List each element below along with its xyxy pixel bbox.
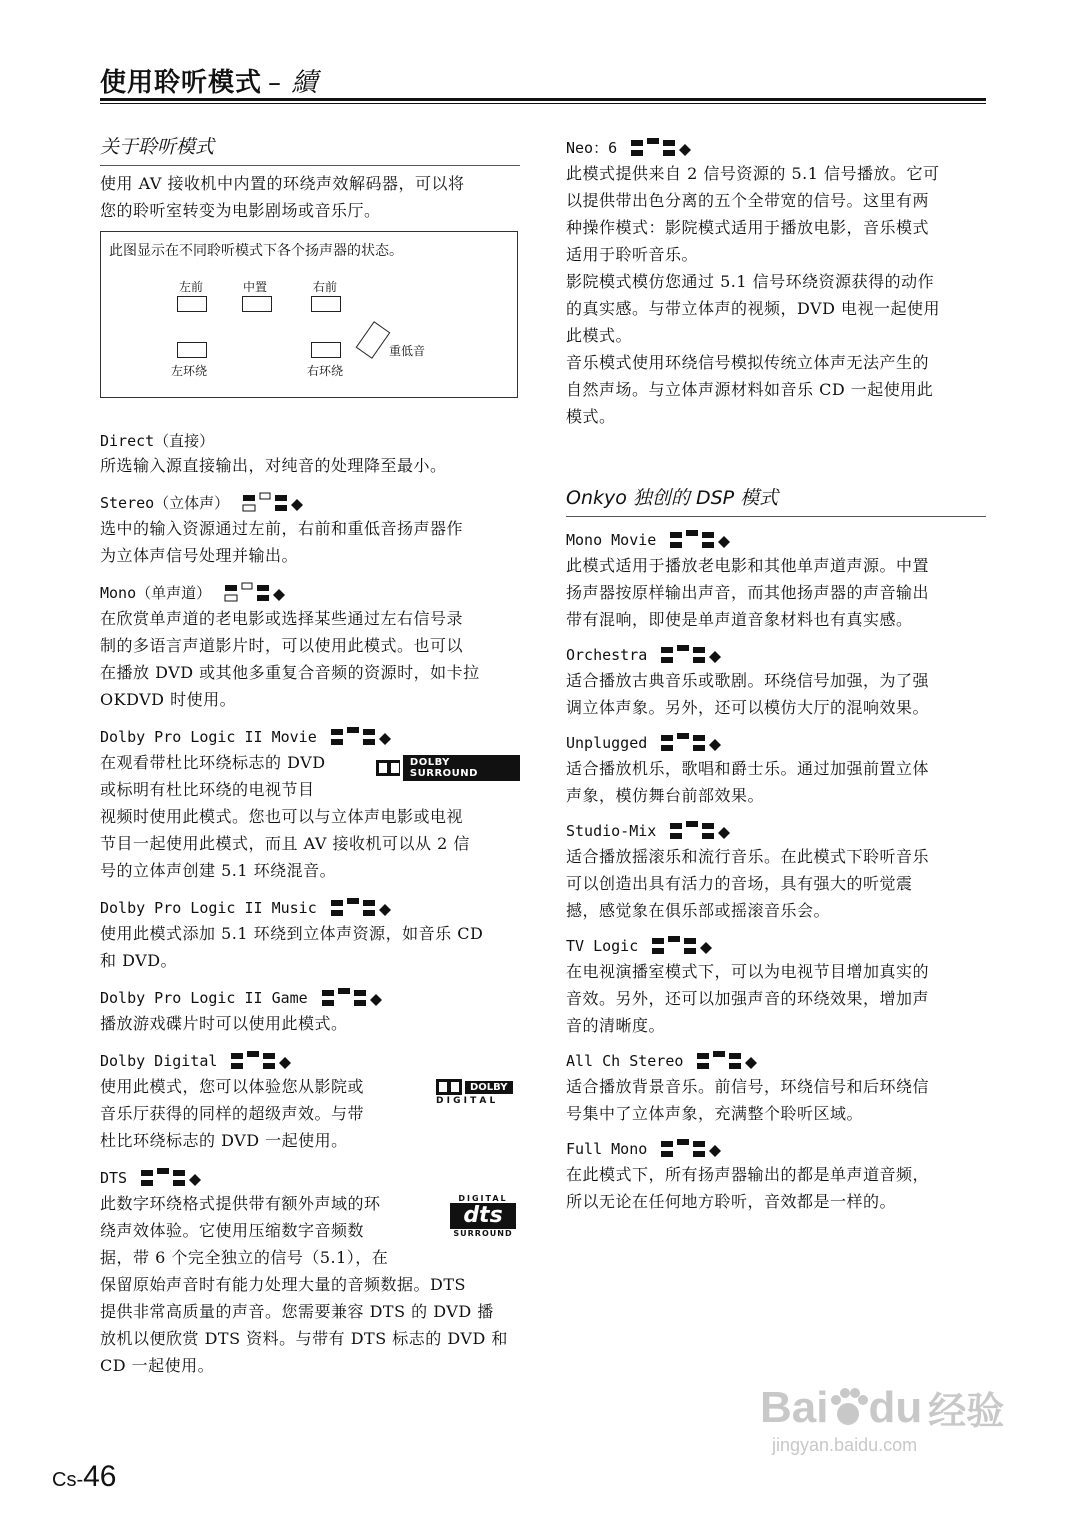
paw-icon	[828, 1386, 868, 1430]
mode-desc	[566, 667, 986, 721]
mode-desc-line: 所以无论在任何地方聆听，音效都是一样的。	[566, 1192, 897, 1211]
speaker-label-front-left: 左前	[179, 280, 204, 294]
mode-studio-mix	[566, 819, 986, 924]
speaker-all-icon	[668, 819, 738, 843]
mode-title	[100, 430, 520, 452]
mode-desc-line: 可以创造出具有活力的音场，具有强大的听觉震	[566, 874, 913, 893]
title-rule	[100, 98, 986, 101]
mode-title	[100, 1166, 520, 1190]
dolby-surround-logo	[376, 755, 520, 781]
speaker-label-surround-left: 左环绕	[171, 364, 208, 378]
mode-desc	[100, 920, 520, 974]
mode-desc-line: 所选输入源直接输出，对纯音的处理降至最小。	[100, 456, 447, 475]
section-heading-about: 关于聆听模式	[100, 132, 520, 166]
mode-desc-line: 音效。另外，还可以加强声音的环绕效果，增加声	[566, 989, 930, 1008]
mode-title	[566, 528, 986, 552]
speaker-mono-icon	[223, 581, 293, 605]
mode-desc-line: 调立体声象。另外，还可以模仿大厅的混响效果。	[566, 698, 930, 717]
mode-desc-line: 使用此模式，您可以体验您从影院或	[100, 1077, 365, 1096]
mode-dts	[100, 1166, 520, 1379]
onkyo-mode-list	[566, 528, 986, 1215]
mode-desc-line: 提供非常高质量的声音。您需要兼容 DTS 的 DVD 播	[100, 1302, 494, 1321]
mode-desc-line: 音的清晰度。	[566, 1016, 666, 1035]
page-number-value: 46	[83, 1460, 117, 1493]
speaker-surround-left-icon	[177, 342, 207, 358]
mode-desc-line: 适合播放背景音乐。前信号，环绕信号和后环绕信	[566, 1077, 930, 1096]
speaker-all-icon	[695, 1049, 765, 1073]
mode-desc-line: 节目一起使用此模式，而且 AV 接收机可以从 2 信	[100, 834, 470, 853]
mode-desc-line: 以提供带出色分离的五个全带宽的信号。这里有两	[566, 191, 930, 210]
dolby-digital-top: DOLBY	[465, 1081, 513, 1094]
mode-desc-line: 扬声器按原样输出声音，而其他扬声器的声音输出	[566, 583, 930, 602]
mode-desc-line: OKDVD 时使用。	[100, 690, 237, 709]
about-intro-line: 您的聆听室转变为电影剧场或音乐厅。	[100, 201, 381, 220]
mode-desc-line: 绕声效体验。它使用压缩数字音频数	[100, 1221, 365, 1240]
mode-name: Dolby Pro Logic II Movie	[100, 728, 317, 746]
mode-desc-line: 音乐厅获得的同样的超级声效。与带	[100, 1104, 365, 1123]
mode-desc-line: 种操作模式：影院模式适用于播放电影，音乐模式	[566, 218, 930, 237]
mode-all-ch-stereo	[566, 1049, 986, 1127]
mode-desc-line: 此数字环绕格式提供带有额外声域的环	[100, 1194, 381, 1213]
about-intro	[100, 170, 520, 224]
mode-title	[566, 1049, 986, 1073]
mode-desc-line: 据，带 6 个完全独立的信号（5.1），在	[100, 1248, 389, 1267]
mode-desc-line: 在欣赏单声道的老电影或选择某些通过左右信号录	[100, 609, 464, 628]
mode-desc-line: 在电视演播室模式下，可以为电视节目增加真实的	[566, 962, 930, 981]
mode-name: Orchestra	[566, 646, 648, 664]
page-title	[100, 62, 318, 99]
mode-desc-line: 此模式适用于播放老电影和其他单声道声源。中置	[566, 556, 930, 575]
speaker-front-right-icon	[311, 296, 341, 312]
diagram-caption: 此图显示在不同聆听模式下各个扬声器的状态。	[109, 243, 403, 259]
mode-desc-line: 撼，感觉象在俱乐部或摇滚音乐会。	[566, 901, 831, 920]
speaker-center-icon	[242, 296, 272, 312]
mode-name: Neo：6	[566, 139, 618, 157]
mode-tv-logic	[566, 934, 986, 1039]
mode-dolby-pl2-game	[100, 986, 520, 1037]
mode-title	[100, 896, 520, 920]
mode-desc-line: 适合播放摇滚乐和流行音乐。在此模式下聆听音乐	[566, 847, 930, 866]
speaker-all-icon	[329, 896, 399, 920]
mode-desc	[566, 755, 986, 809]
mode-name: All Ch Stereo	[566, 1052, 684, 1070]
mode-dolby-pl2-movie	[100, 725, 520, 884]
mode-desc-line: 在播放 DVD 或其他多重复合音频的资源时，如卡拉	[100, 663, 480, 682]
dts-logo	[450, 1194, 516, 1238]
mode-desc	[100, 605, 520, 713]
mode-desc	[100, 1010, 520, 1037]
mode-desc-line: 视频时使用此模式。您也可以与立体声电影或电视	[100, 807, 464, 826]
title-rule-thin	[100, 103, 986, 104]
mode-desc	[566, 958, 986, 1039]
mode-name: Dolby Pro Logic II Music	[100, 899, 317, 917]
mode-desc-line: 制的多语言声道影片时，可以使用此模式。也可以	[100, 636, 464, 655]
speaker-all-icon	[139, 1166, 209, 1190]
mode-name: DTS	[100, 1169, 128, 1187]
mode-desc-line: 使用此模式添加 5.1 环绕到立体声资源，如音乐 CD	[100, 924, 484, 943]
mode-desc	[566, 552, 986, 633]
page-title-text: 使用聆听模式	[100, 68, 263, 98]
mode-mono	[100, 581, 520, 713]
mode-desc-line: 保留原始声音时有能力处理大量的音频数据。DTS	[100, 1275, 466, 1294]
about-intro-line: 使用 AV 接收机中内置的环绕声效解码器，可以将	[100, 174, 465, 193]
mode-desc-line: 模式。	[566, 407, 616, 426]
mode-desc-line: 或标明有杜比环绕的电视节目	[100, 780, 315, 799]
mode-name: Studio-Mix	[566, 822, 657, 840]
speaker-diagram	[100, 231, 518, 398]
mode-desc	[566, 1073, 986, 1127]
mode-desc-line: 播放游戏碟片时可以使用此模式。	[100, 1014, 348, 1033]
mode-title	[566, 1137, 986, 1161]
mode-desc-line: 号集中了立体声象，充满整个聆听区域。	[566, 1104, 864, 1123]
page-title-suffix: – 續	[268, 68, 319, 98]
mode-full-mono	[566, 1137, 986, 1215]
speaker-stereo-icon	[241, 491, 311, 515]
speaker-surround-right-icon	[311, 342, 341, 358]
speaker-all-icon	[650, 934, 720, 958]
mode-desc-line: 声象，模仿舞台前部效果。	[566, 786, 765, 805]
mode-desc-line: 音乐模式使用环绕信号模拟传统立体声无法产生的	[566, 353, 930, 372]
watermark-brand	[760, 1380, 1020, 1435]
mode-title	[100, 986, 520, 1010]
mode-neo6	[566, 136, 986, 430]
mode-title	[100, 581, 520, 605]
watermark-url: jingyan.baidu.com	[772, 1435, 918, 1455]
speaker-all-icon	[659, 643, 729, 667]
mode-title	[100, 1049, 520, 1073]
mode-desc-line: 此模式。	[566, 326, 633, 345]
mode-title	[566, 819, 986, 843]
mode-title	[566, 731, 986, 755]
mode-desc	[566, 160, 986, 430]
mode-desc-line: 为立体声信号处理并输出。	[100, 546, 299, 565]
mode-desc-line: 适合播放古典音乐或歌剧。环绕信号加强，为了强	[566, 671, 930, 690]
dolby-digital-bottom: D I G I T A L	[436, 1096, 496, 1106]
speaker-all-icon	[668, 528, 738, 552]
mode-title	[566, 643, 986, 667]
speaker-all-icon	[629, 136, 699, 160]
mode-desc-line: CD 一起使用。	[100, 1356, 215, 1375]
mode-direct	[100, 430, 520, 479]
mode-stereo	[100, 491, 520, 569]
mode-orchestra	[566, 643, 986, 721]
speaker-all-icon	[329, 725, 399, 749]
mode-name: Dolby Pro Logic II Game	[100, 989, 308, 1007]
speaker-all-icon	[659, 731, 729, 755]
watermark-brand-text2: du	[868, 1382, 923, 1432]
mode-desc-line: 在观看带杜比环绕标志的 DVD	[100, 753, 326, 772]
dolby-digital-logo	[436, 1079, 518, 1106]
mode-title	[100, 491, 520, 515]
dts-logo-bottom: SURROUND	[453, 1229, 513, 1238]
speaker-front-left-icon	[177, 296, 207, 312]
speaker-all-icon	[659, 1137, 729, 1161]
mode-desc-line: 和 DVD。	[100, 951, 178, 970]
watermark-brand-text: Bai	[760, 1382, 829, 1432]
speaker-all-icon	[229, 1049, 299, 1073]
mode-name: Mono Movie	[566, 531, 657, 549]
mode-name: TV Logic	[566, 937, 639, 955]
mode-desc	[100, 452, 520, 479]
mode-desc-line: 影院模式模仿您通过 5.1 信号环绕资源获得的动作	[566, 272, 935, 291]
mode-title	[566, 136, 986, 160]
mode-desc-line: 适合播放机乐，歌唱和爵士乐。通过加强前置立体	[566, 759, 930, 778]
mode-desc-line: 号的立体声创建 5.1 环绕混音。	[100, 861, 337, 880]
mode-unplugged	[566, 731, 986, 809]
speaker-label-subwoofer: 重低音	[389, 344, 426, 358]
left-mode-list	[100, 430, 520, 1379]
mode-desc	[566, 843, 986, 924]
mode-desc-line: 杜比环绕标志的 DVD 一起使用。	[100, 1131, 348, 1150]
mode-name: Unplugged	[566, 734, 648, 752]
mode-desc-line: 此模式提供来自 2 信号资源的 5.1 信号播放。它可	[566, 164, 940, 183]
dolby-surround-text: DOLBY SURROUND	[403, 755, 520, 781]
mode-desc	[100, 515, 520, 569]
mode-mono-movie	[566, 528, 986, 633]
mode-desc-line: 的真实感。与带立体声的视频，DVD 电视一起使用	[566, 299, 941, 318]
speaker-label-center: 中置	[243, 280, 268, 294]
mode-desc-line: 在此模式下，所有扬声器输出的都是单声道音频，	[566, 1165, 930, 1184]
mode-desc	[566, 1161, 986, 1215]
mode-dolby-pl2-music	[100, 896, 520, 974]
mode-desc-line: 带有混响，即使是单声道音象材料也有真实感。	[566, 610, 913, 629]
mode-desc-line: 放机以便欣赏 DTS 资料。与带有 DTS 标志的 DVD 和	[100, 1329, 508, 1348]
speaker-label-front-right: 右前	[313, 280, 338, 294]
mode-name: Stereo（立体声）	[100, 494, 230, 512]
dts-logo-mid: dts	[450, 1203, 516, 1229]
mode-name: Full Mono	[566, 1140, 648, 1158]
mode-name: Mono（单声道）	[100, 584, 212, 602]
section-heading-onkyo: Onkyo 独创的 DSP 模式	[566, 483, 986, 517]
page-number-prefix: Cs-	[52, 1469, 84, 1491]
baidu-watermark	[760, 1380, 1020, 1456]
dolby-dd-icon	[376, 760, 400, 776]
mode-title	[566, 934, 986, 958]
mode-name: Dolby Digital	[100, 1052, 218, 1070]
mode-desc-line: 适用于聆听音乐。	[566, 245, 699, 264]
mode-name: Direct（直接）	[100, 432, 215, 450]
dolby-dd-icon	[436, 1079, 462, 1095]
mode-dolby-digital	[100, 1049, 520, 1154]
mode-title	[100, 725, 520, 749]
dts-logo-top: DIGITAL	[458, 1194, 508, 1203]
subwoofer-icon	[356, 321, 391, 359]
mode-desc-line: 自然声场。与立体声源材料如音乐 CD 一起使用此	[566, 380, 934, 399]
mode-desc-line: 选中的输入资源通过左前，右前和重低音扬声器作	[100, 519, 464, 538]
page-number	[52, 1460, 116, 1494]
speaker-all-icon	[320, 986, 390, 1010]
watermark-brand-cn: 经验	[928, 1391, 1005, 1433]
speaker-label-surround-right: 右环绕	[307, 364, 344, 378]
